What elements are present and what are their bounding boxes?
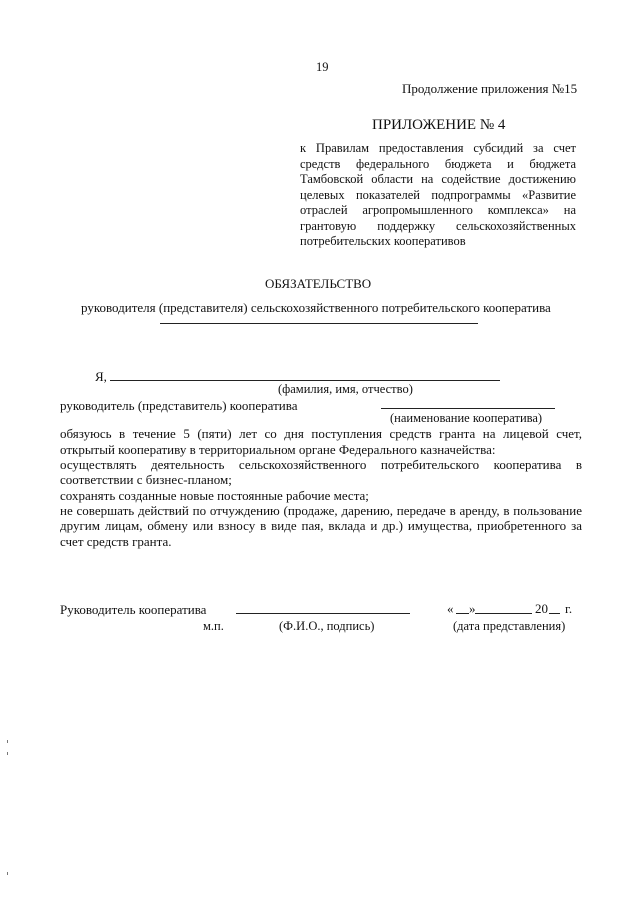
scan-speck [7,872,8,875]
day-line[interactable] [456,613,469,614]
body-line: открытый кооперативу в территориальном органе Федерального казначейства: [60,442,496,457]
scan-speck [7,740,8,743]
coop-name-line[interactable] [381,408,555,409]
appendix-line: Тамбовской области на содействие достижению [300,172,576,186]
appendix-line: отраслей агропромышленного комплекса» на [300,203,576,217]
continuation-note: Продолжение приложения №15 [402,81,578,96]
head-label: руководитель (представитель) кооператива [60,398,298,413]
year-prefix: 20 [535,601,548,616]
year-line[interactable] [549,613,560,614]
cooperative-name-line[interactable] [160,323,478,324]
signature-caption: (Ф.И.О., подпись) [279,619,375,633]
signature-line[interactable] [236,613,410,614]
coop-name-caption: (наименование кооператива) [390,411,543,425]
stamp-placeholder: м.п. [203,619,224,633]
page-number: 19 [316,60,329,74]
month-line[interactable] [475,613,532,614]
appendix-line: целевых показателей подпрограммы «Развитие [300,187,576,202]
body-line: другим лицам, обмену или взносу в виде пая, вклада и др.) имущества, приобретенного за [60,518,582,533]
signature-label: Руководитель кооператива [60,602,207,617]
body-line: осуществлять деятельность сельскохозяйственного потребительского кооператива в [60,457,582,472]
document-subtitle: руководителя (представителя) сельскохозяйственного потребительского кооператива [81,300,551,315]
scan-speck [7,752,8,755]
body-line: счет средств гранта. [60,534,172,549]
appendix-title: ПРИЛОЖЕНИЕ № 4 [372,117,506,133]
appendix-line: грантовую поддержку сельскохозяйственных [300,218,576,233]
body-line: обязуюсь в течение 5 (пяти) лет со дня поступления средств гранта на лицевой счет, [60,426,582,441]
body-line: сохранять созданные новые постоянные рабочие места; [60,488,369,503]
appendix-line: средств федерального бюджета и бюджета [300,156,576,171]
ya-label: Я, [95,369,107,384]
fio-caption: (фамилия, имя, отчество) [278,382,413,396]
year-suffix: г. [565,601,573,616]
date-caption: (дата представления) [453,619,566,633]
document-title: ОБЯЗАТЕЛЬСТВО [265,276,372,291]
fio-line[interactable] [110,380,500,381]
body-line: соответствии с бизнес-планом; [60,472,232,487]
date-close-quote: » [469,601,476,616]
appendix-reference [300,141,576,250]
appendix-line: к Правилам предоставления субсидий за счет [300,141,576,155]
body-line: не совершать действий по отчуждению (продаже, дарению, передаче в аренду, в пользование [60,503,582,518]
appendix-line: потребительских кооперативов [300,234,466,248]
date-open-quote: « [447,601,454,616]
